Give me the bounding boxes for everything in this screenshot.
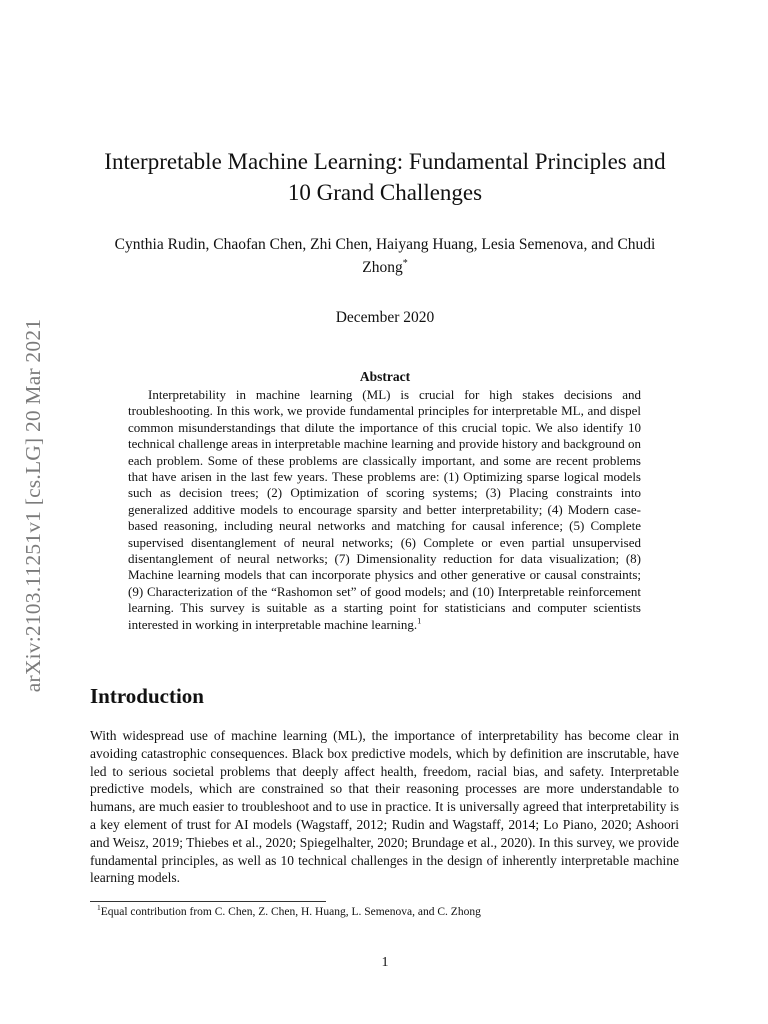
introduction-paragraph: With widespread use of machine learning (ML), the importance of interpretability has become clear in avoiding catastrophic consequences. Black box predictive models, which by definition are inscrutable, have led to serious societal problems that deeply affect health, freedom, racial bias, and safety. Interpretable predictive models, which are constrained so that their reasoning processes are more understandable to humans, are much easier to troubleshoot and to use in practice. It is universally agreed that interpretability is a key element of trust for AI models (Wagstaff, 2012; Rudin and Wagstaff, 2014; Lo Piano, 2020; Ashoori and Weisz, 2019; Thiebes et al., 2020; Spiegelhalter, 2020; Brundage et al., 2020). In this survey, we provide fundamental principles, as well as 10 technical challenges in the design of inherently interpretable machine learning models.: [90, 728, 679, 886]
arxiv-identifier: arXiv:2103.11251v1 [cs.LG] 20 Mar 2021: [21, 318, 46, 692]
footnote: [97, 905, 677, 920]
footnote-text: Equal contribution from C. Chen, Z. Chen, H. Huang, L. Semenova, and C. Zhong: [100, 906, 481, 918]
footnote-divider: [90, 901, 326, 902]
introduction-heading: Introduction: [90, 684, 204, 708]
author-footnote-mark: *: [402, 257, 408, 269]
abstract-footnote-mark: 1: [417, 615, 422, 626]
paper-title: Interpretable Machine Learning: Fundamental Principles and 10 Grand Challenges: [104, 149, 666, 205]
page-number: 1: [381, 955, 389, 970]
author-list: [90, 233, 680, 279]
publication-date: December 2020: [335, 309, 435, 326]
author-names: Cynthia Rudin, Chaofan Chen, Zhi Chen, Haiyang Huang, Lesia Semenova, and Chudi Zhong: [114, 236, 656, 276]
abstract-text: Interpretability in machine learning (ML) is crucial for high stakes decisions and troubleshooting. In this work, we provide fundamental principles for interpretable ML, and dispel common misunderstandings that dilute the importance of this crucial topic. We also identify 10 technical challenge areas in interpretable machine learning and provide history and background on each problem. Some of these problems are classically important, and some are recent problems that have arisen in the last few years. These problems are: (1) Optimizing sparse logical models such as decision trees; (2) Optimization of scoring systems; (3) Placing constraints into generalized additive models to encourage sparsity and better interpretability; (4) Modern case-based reasoning, including neural networks and matching for causal inference; (5) Complete supervised disentanglement of neural networks; (6) Complete or even partial unsupervised disentanglement of neural networks; (7) Dimensionality reduction for data visualization; (8) Machine learning models that can incorporate physics and other generative or causal constraints; (9) Characterization of the “Rashomon set” of good models; and (10) Interpretable reinforcement learning. This survey is suitable as a starting point for statisticians and computer scientists interested in working in interpretable machine learning.: [128, 387, 641, 632]
abstract-body: [128, 387, 641, 633]
footnote-mark: 1: [97, 903, 101, 913]
arxiv-stamp: [14, 270, 54, 740]
abstract-heading: Abstract: [359, 369, 411, 384]
